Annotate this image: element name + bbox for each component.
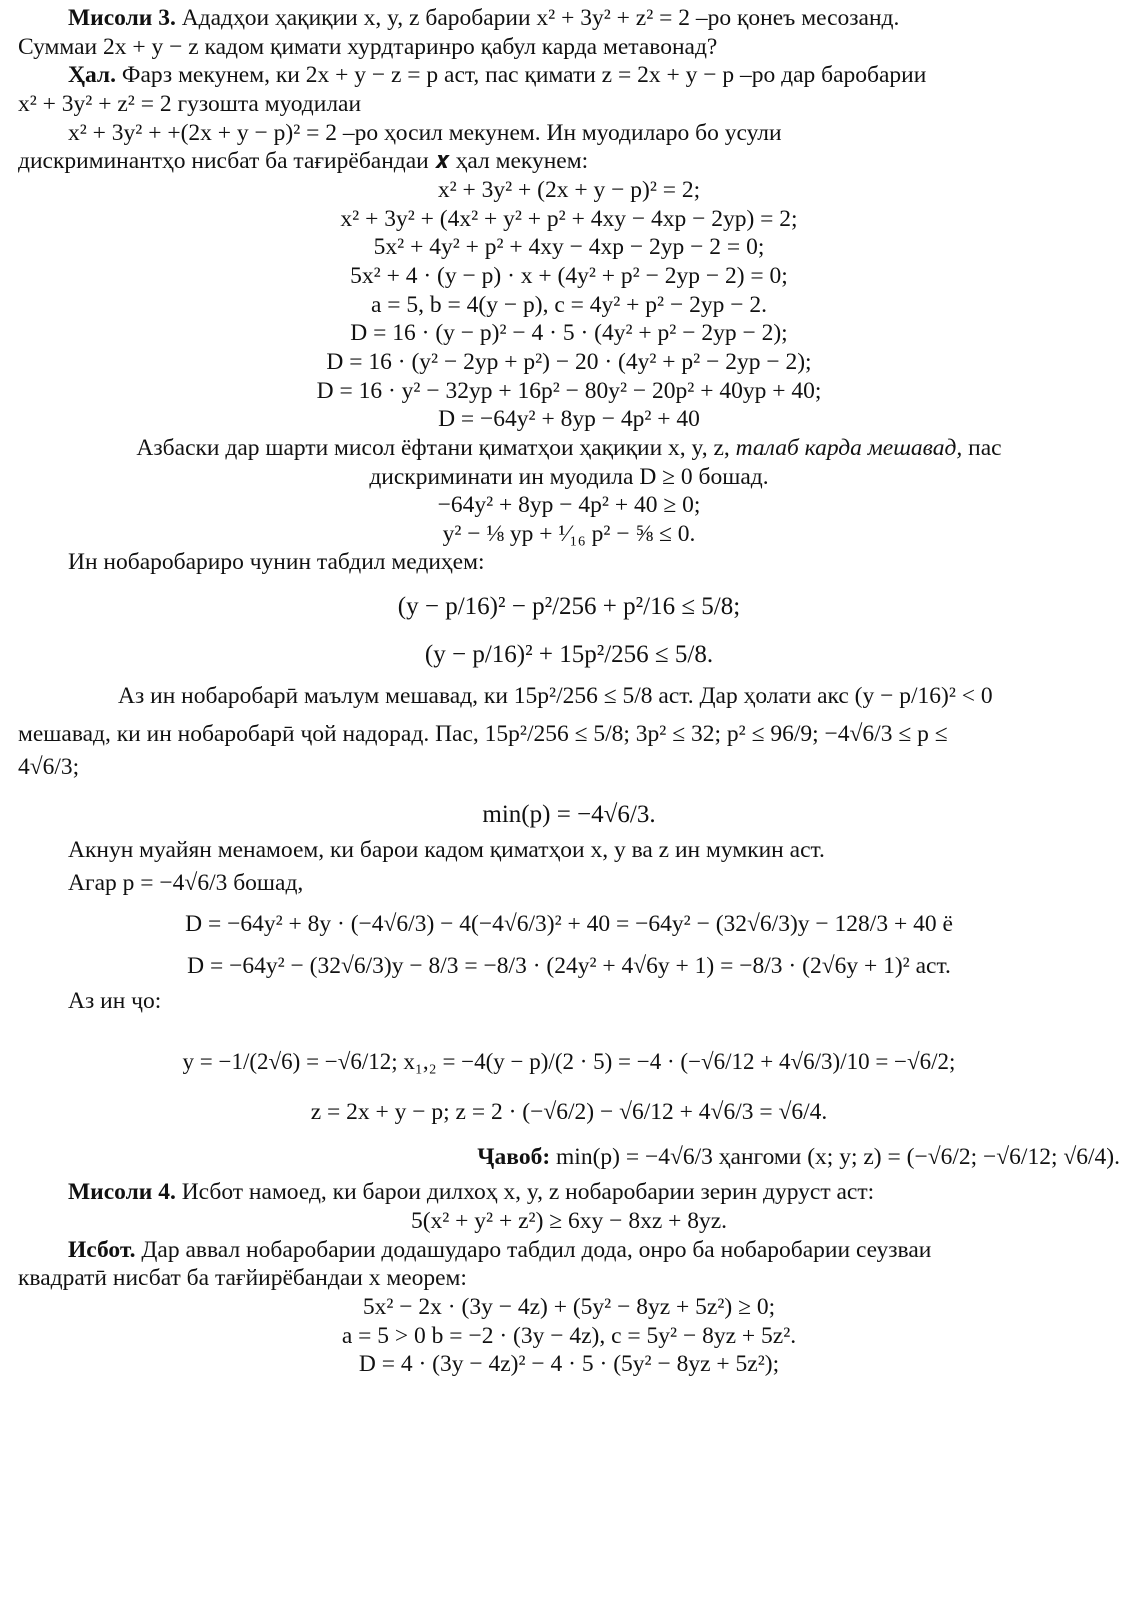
discriminant-line1: D = −64y² + 8y · (−4√6/3) − 4(−4√6/3)² + 40 = −64y² − (32√6/3)y − 128/3 + 40 ё [185,910,953,937]
solution-line4: дискриминантҳо нисбат ба тағирёбандаи 𝒙 ҳал мекунем: [18,148,589,175]
example3-statement-line1: Мисоли 3. Ададҳои ҳақиқии x, y, z баробарии x² + 3y² + z² = 2 –ро қонеъ месозанд. [68,5,900,31]
if-text: Агар p = −4√6/3 бошад, [68,870,304,897]
equation: x² + 3y² + (4x² + y² + p² + 4xy − 4xp − 2yp) = 2; [340,205,798,232]
condition-line2: дискриминати ин муодила D ≥ 0 бошад. [369,463,769,490]
example3-label: Мисоли 3. [68,5,176,31]
proof-line1: Исбот. Дар аввал нобаробарии додашударо табдил дода, онро ба нобаробарии сеузваи [68,1236,932,1263]
equation: 5x² − 2x · (3y − 4z) + (5y² − 8yz + 5z²) ≥ 0; [362,1294,776,1321]
inequality: −64y² + 8yp − 4p² + 40 ≥ 0; [437,492,701,519]
known-line1: Аз ин нобаробарӣ маълум мешавад, ки 15p²/256 ≤ 5/8 аст. Дар ҳолати акс (y − p/16)² < 0 [118,683,993,710]
equation: D = 4 · (3y − 4z)² − 4 · 5 · (5y² − 8yz + 5z²); [358,1351,780,1378]
from-text: Аз ин ҷо: [68,988,162,1015]
solution-line2: x² + 3y² + z² = 2 гузошта муодилаи [18,90,362,117]
equation: D = −64y² + 8yp − 4p² + 40 [438,406,700,433]
proof-line2: квадратӣ нисбат ба тағйирёбандаи x меорем: [18,1265,467,1292]
equation: a = 5, b = 4(y − p), c = 4y² + p² − 2yp − 2. [370,291,767,318]
answer-line: Ҷавоб: min(p) = −4√6/3 ҳангоми (x; y; z) = (−√6/2; −√6/12; √6/4). [477,1144,1120,1171]
solution-label: Ҳал. [68,62,116,89]
equation: a = 5 > 0 b = −2 · (3y − 4z), c = 5y² − 8yz + 5z². [341,1322,797,1349]
example4-inequality: 5(x² + y² + z²) ≥ 6xy − 8xz + 8yz. [410,1208,728,1235]
proof-label: Исбот. [68,1236,136,1263]
transform-text: Ин нобаробариро чунин табдил медиҳем: [68,549,485,576]
known-line3: 4√6/3; [18,754,80,781]
now-text: Акнун муайян менамоем, ки барои кадом қиматҳои x, y ва z ин мумкин аст. [68,837,825,864]
inequality: y² − ⅛ yp + ¹⁄₁₆ p² − ⅝ ≤ 0. [442,520,696,547]
example4-statement: Мисоли 4. Исбот намоед, ки барои дилхоҳ x, y, z нобаробарии зерин дуруст аст: [68,1179,875,1206]
equation: D = 16 · (y² − 2yp + p²) − 20 · (4y² + p² − 2yp − 2); [326,348,812,375]
answer-label: Ҷавоб: [477,1144,551,1171]
inequality: (y − p/16)² + 15p²/256 ≤ 5/8. [424,640,714,668]
equation: x² + 3y² + (2x + y − p)² = 2; [437,176,701,203]
equation: D = 16 · y² − 32yp + 16p² − 80y² − 20p² + 40yp + 40; [316,377,822,404]
known-line2: мешавад, ки ин нобаробарӣ ҷой надорад. Пас, 15p²/256 ≤ 5/8; 3p² ≤ 32; p² ≤ 96/9; −4√6/3 ≤ p ≤ [18,720,948,747]
equation: D = 16 · (y − p)² − 4 · 5 · (4y² + p² − 2yp − 2); [350,320,788,347]
y-x-solution: y = −1/(2√6) = −√6/12; x₁,₂ = −4(y − p)/(2 · 5) = −4 · (−√6/12 + 4√6/3)/10 = −√6/2; [182,1048,956,1074]
example3-statement-line2: Суммаи 2x + y − z кадом қимати хурдтаринро қабул карда метавонад? [18,33,718,60]
condition-line1: Азбаски дар шарти мисол ёфтани қиматҳои ҳақиқии x, y, z, талаб карда мешавад, пас [136,434,1002,461]
discriminant-line2: D = −64y² − (32√6/3)y − 8/3 = −8/3 · (24y² + 4√6y + 1) = −8/3 · (2√6y + 1)² аст. [187,953,951,980]
equation: 5x² + 4y² + p² + 4xy − 4xp − 2yp − 2 = 0; [373,234,765,261]
equation: 5x² + 4 · (y − p) · x + (4y² + p² − 2yp − 2) = 0; [350,262,788,289]
z-solution: z = 2x + y − p; z = 2 · (−√6/2) − √6/12 + 4√6/3 = √6/4. [310,1099,828,1126]
example4-label: Мисоли 4. [68,1179,176,1206]
solution-line1: Ҳал. Фарз мекунем, ки 2x + y − z = p аст, пас қимати z = 2x + y − p –ро дар баробарии [68,62,927,89]
solution-line3: x² + 3y² + +(2x + y − p)² = 2 –ро ҳосил мекунем. Ин муодиларо бо усули [68,119,782,146]
min-p-result: min(p) = −4√6/3. [482,800,656,828]
inequality: (y − p/16)² − p²/256 + p²/16 ≤ 5/8; [397,593,741,621]
